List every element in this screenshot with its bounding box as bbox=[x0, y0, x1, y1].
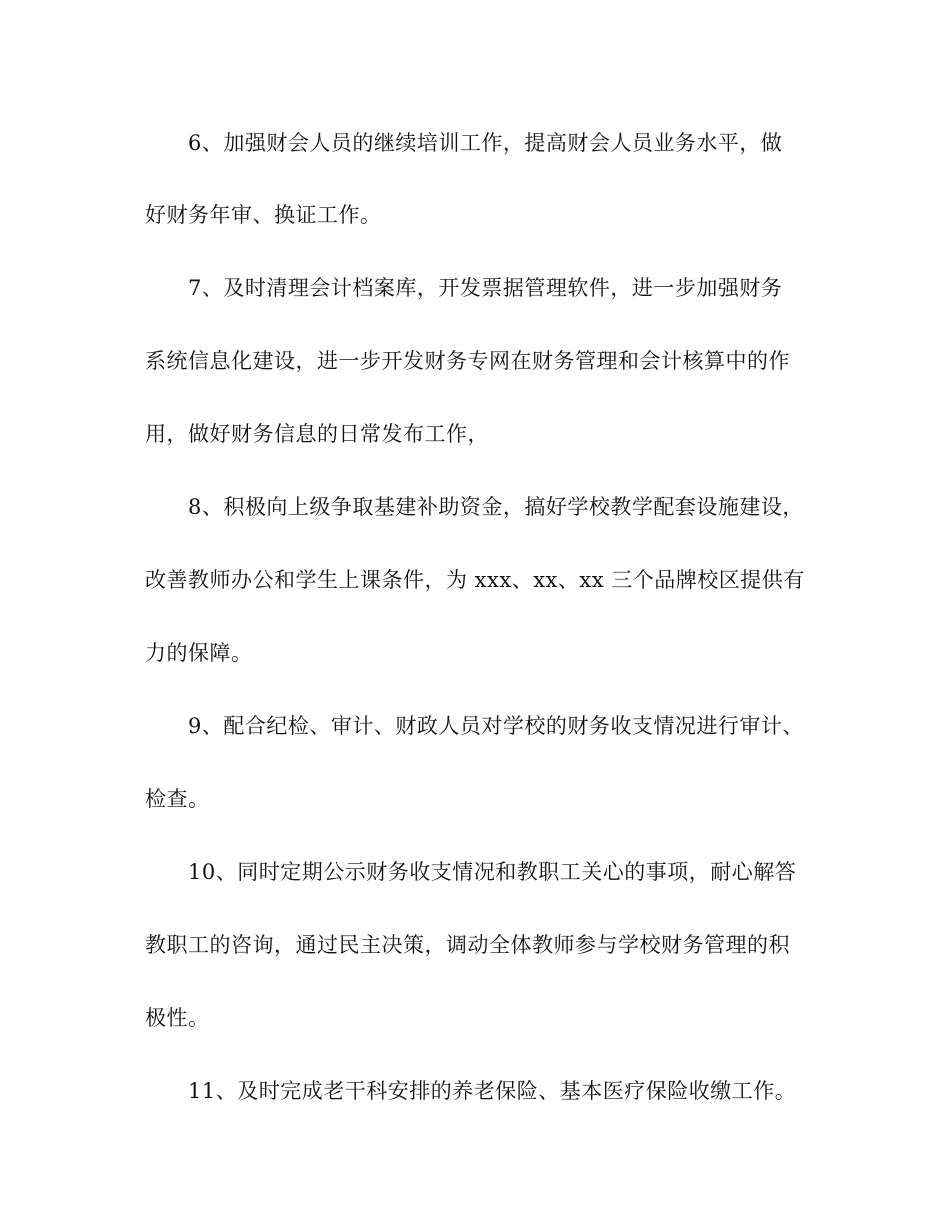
paragraph-8-line-2: 改善教师办公和学生上课条件，为 xxx、xx、xx 三个品牌校区提供有 bbox=[145, 568, 805, 592]
paragraph-10-line-2: 教职工的咨询，通过民主决策，调动全体教师参与学校财务管理的积 bbox=[145, 933, 790, 957]
paragraph-11-line-1: 11、及时完成老干科安排的养老保险、基本医疗保险收缴工作。 bbox=[188, 1079, 797, 1103]
paragraph-7-line-3: 用，做好财务信息的日常发布工作， bbox=[145, 422, 489, 446]
paragraph-9-line-2: 检查。 bbox=[145, 787, 210, 811]
paragraph-7-line-2: 系统信息化建设，进一步开发财务专网在财务管理和会计核算中的作 bbox=[145, 349, 790, 373]
paragraph-10-line-3: 极性。 bbox=[145, 1006, 210, 1030]
paragraph-6-line-2: 好财务年审、换证工作。 bbox=[145, 203, 382, 227]
paragraph-10-line-1: 10、同时定期公示财务收支情况和教职工关心的事项，耐心解答 bbox=[188, 860, 797, 884]
paragraph-8-line-3: 力的保障。 bbox=[145, 641, 253, 665]
paragraph-8-line-1: 8、积极向上级争取基建补助资金，搞好学校教学配套设施建设， bbox=[188, 495, 804, 519]
paragraph-7-line-1: 7、及时清理会计档案库，开发票据管理软件，进一步加强财务 bbox=[188, 276, 783, 300]
paragraph-6-line-1: 6、加强财会人员的继续培训工作，提高财会人员业务水平，做 bbox=[188, 131, 783, 155]
paragraph-9-line-1: 9、配合纪检、审计、财政人员对学校的财务收支情况进行审计、 bbox=[188, 714, 804, 738]
